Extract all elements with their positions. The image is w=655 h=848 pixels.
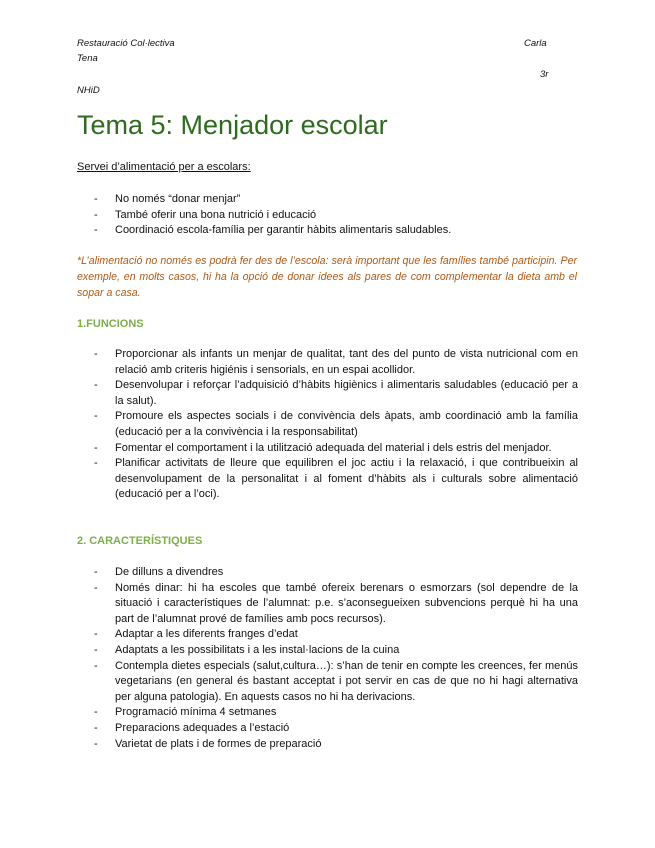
list-item: - Promoure els aspectes socials i de convivència dels àpats, amb coordinació amb la família (educació per a la convivència i la responsabilitat) bbox=[94, 410, 578, 438]
list-item: - Contempla dietes especials (salut,cultura…): s’han de tenir en compte les creences, fer menús vegetarians (en general és bastant acceptat i pot servir en cas de que no hi hagi alternativa per alguna patologia). En aquests casos no hi ha derivacions. bbox=[94, 659, 578, 703]
list-item: - De dilluns a divendres bbox=[94, 565, 578, 581]
bullet-dash: - bbox=[94, 566, 98, 578]
list-item: - Coordinació escola-família per garantir hàbits alimentaris saludables. bbox=[94, 223, 578, 239]
bullet-dash: - bbox=[94, 441, 98, 454]
list-item: - Varietat de plats i de formes de preparació bbox=[94, 737, 578, 753]
list-item: - No només “donar menjar” bbox=[94, 192, 578, 208]
list-item: - Adaptar a les diferents franges d’edat bbox=[94, 627, 578, 643]
intro-list bbox=[94, 192, 578, 239]
list-item: - Adaptats a les possibilitats i a les instal·lacions de la cuina bbox=[94, 643, 578, 659]
header-author-last-name: Tena bbox=[77, 53, 98, 64]
header-author-first-name: Carla bbox=[524, 38, 547, 49]
list-item: - Només dinar: hi ha escoles que també ofereix berenars o esmorzars (sol dependre de la situació i característiques de l’alumnat: p.e. s’aconsegueixen subvencions perquè hi ha una part de l’alumnat prové de famílies amb pocs recursos). bbox=[94, 581, 578, 625]
section-heading-funcions: 1.FUNCIONS bbox=[77, 318, 144, 330]
bullet-dash: - bbox=[94, 581, 98, 594]
bullet-dash: - bbox=[94, 410, 98, 423]
bullet-dash: - bbox=[94, 457, 98, 470]
list-item: - Desenvolupar i reforçar l’adquisició d’hàbits higiènics i alimentaris saludables (educació per a la salut). bbox=[94, 379, 578, 407]
list-item: - Preparacions adequades a l’estació bbox=[94, 721, 578, 737]
bullet-dash: - bbox=[94, 224, 98, 237]
bullet-dash: - bbox=[94, 643, 98, 656]
header-subject: Restauració Col·lectiva bbox=[77, 38, 175, 49]
list-item: - Planificar activitats de lleure que equilibren el joc actiu i la relaxació, i que contribueixin al desenvolupament de la personalitat i al foment d’hàbits als i culturals sobre alimentació (educació per a l’oci). bbox=[94, 457, 578, 501]
section-heading-caracteristiques: 2. CARACTERÍSTIQUES bbox=[77, 535, 203, 547]
family-note: *L’alimentació no només es podrà fer des de l’escola: serà important que les famílies també participin. Per exemple, en molts casos, hi ha la opció de donar idees als pares de com complementar la dieta amb el sopar a casa. bbox=[77, 255, 577, 299]
bullet-dash: - bbox=[94, 348, 98, 360]
list-item: - Fomentar el comportament i la utilització adequada del material i dels estris del menjador. bbox=[94, 441, 578, 457]
bullet-dash: - bbox=[94, 721, 98, 734]
header-course: 3r bbox=[540, 69, 549, 80]
list-item: - Proporcionar als infants un menjar de qualitat, tant des del punto de vista nutricional com en relació amb criteris higiénis i sensorials, en un espai acollidor. bbox=[94, 348, 578, 376]
bullet-dash: - bbox=[94, 706, 98, 719]
page-title: Tema 5: Menjador escolar bbox=[77, 110, 388, 140]
list-item: - Programació mínima 4 setmanes bbox=[94, 705, 578, 721]
bullet-dash: - bbox=[94, 737, 98, 750]
intro-subtitle: Servei d’alimentació per a escolars: bbox=[77, 161, 251, 173]
bullet-dash: - bbox=[94, 659, 98, 672]
header-program: NHiD bbox=[77, 85, 100, 96]
list-item: - També oferir una bona nutrició i educació bbox=[94, 208, 578, 224]
bullet-dash: - bbox=[94, 379, 98, 392]
bullet-dash: - bbox=[94, 193, 98, 205]
caracteristiques-list bbox=[94, 565, 578, 752]
funcions-list bbox=[94, 347, 578, 503]
bullet-dash: - bbox=[94, 628, 98, 641]
bullet-dash: - bbox=[94, 208, 98, 221]
